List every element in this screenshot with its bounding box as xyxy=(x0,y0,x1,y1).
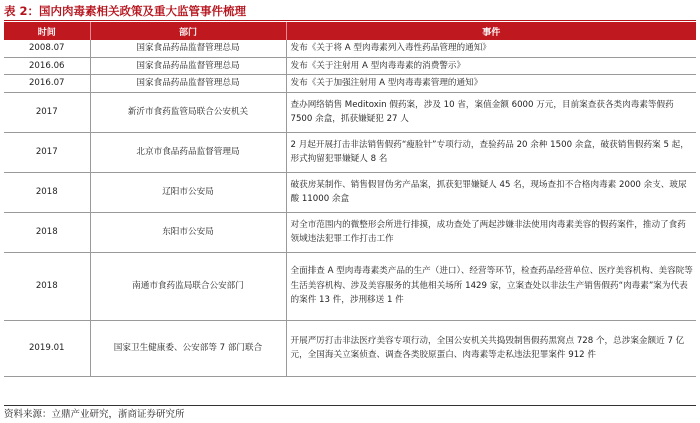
row-event: 查办网络销售 Meditoxin 假药案，涉及 10 省，案值金额 6000 万元，目前案查获各类肉毒素等假药 7500 余盒，抓获嫌疑犯 27 人 xyxy=(286,92,696,132)
row-event: 发布《关于加强注射用 A 型肉毒毒素管理的通知》 xyxy=(286,75,696,93)
table-row xyxy=(4,40,696,57)
header-department: 部门 xyxy=(90,22,286,40)
row-event: 破获房某制作、销售假冒伪劣产品案，抓获犯罪嫌疑人 45 名，现场查扣不合格肉毒素 2000 余支、玻尿酸 11000 余盒 xyxy=(286,172,696,212)
table-header-row xyxy=(4,22,696,40)
row-time: 2019.01 xyxy=(4,320,90,376)
row-event: 开展严厉打击非法医疗美容专项行动，全国公安机关共捣毁制售假药黑窝点 728 个，总涉案金额近 7 亿元，全国海关立案侦查、调查各类胶原蛋白、肉毒素等走私违法犯罪案件 912 件 xyxy=(286,320,696,376)
policy-events-table xyxy=(4,22,696,377)
row-department: 东阳市公安局 xyxy=(90,212,286,252)
row-event: 对全市范围内的微整形会所进行排摸，成功查处了两起涉嫌非法使用肉毒素美容的假药案件，推动了食药领域违法犯罪工作打击工作 xyxy=(286,212,696,252)
row-time: 2017 xyxy=(4,132,90,172)
row-time: 2018 xyxy=(4,212,90,252)
title-rule xyxy=(4,20,696,21)
row-time: 2017 xyxy=(4,92,90,132)
row-event: 2 月起开展打击非法销售假药“瘦脸针”专项行动，查验药品 20 余种 1500 余盒，破获销售假药案 5 起，形式拘留犯罪嫌疑人 8 名 xyxy=(286,132,696,172)
table-row xyxy=(4,92,696,132)
table-row xyxy=(4,75,696,93)
row-department: 国家食品药品监督管理总局 xyxy=(90,75,286,93)
row-department: 北京市食品药品监督管理局 xyxy=(90,132,286,172)
row-event: 发布《关于注射用 A 型肉毒毒素的消费警示》 xyxy=(286,57,696,75)
row-time: 2016.07 xyxy=(4,75,90,93)
row-department: 国家食品药品监督管理总局 xyxy=(90,40,286,57)
row-department: 新沂市食药监管局联合公安机关 xyxy=(90,92,286,132)
row-event: 发布《关于将 A 型肉毒素列入毒性药品管理的通知》 xyxy=(286,40,696,57)
table-row xyxy=(4,252,696,320)
table-row xyxy=(4,212,696,252)
row-time: 2018 xyxy=(4,252,90,320)
header-time: 时间 xyxy=(4,22,90,40)
table-row xyxy=(4,172,696,212)
table-row xyxy=(4,132,696,172)
row-department: 国家卫生健康委、公安部等 7 部门联合 xyxy=(90,320,286,376)
row-time: 2018 xyxy=(4,172,90,212)
row-event: 全面排查 A 型肉毒毒素类产品的生产（进口）、经营等环节，检查药品经营单位、医疗美容机构、美容院等生活美容机构、涉及美容服务的其他相关场所 1429 家，立案查处以非法生产销售假药“肉毒素”案为代表的案件 13 件，涉刑移送 1 件 xyxy=(286,252,696,320)
row-department: 国家食品药品监督管理总局 xyxy=(90,57,286,75)
table-row xyxy=(4,57,696,75)
table-title: 表 2：国内肉毒素相关政策及重大监管事件梳理 xyxy=(4,4,247,18)
bottom-rule xyxy=(4,405,696,406)
row-time: 2008.07 xyxy=(4,40,90,57)
table-row xyxy=(4,320,696,376)
header-event: 事件 xyxy=(286,22,696,40)
row-department: 南通市食药监局联合公安部门 xyxy=(90,252,286,320)
row-department: 辽阳市公安局 xyxy=(90,172,286,212)
row-time: 2016.06 xyxy=(4,57,90,75)
source-note: 资料来源：立鼎产业研究，浙商证券研究所 xyxy=(4,409,185,420)
